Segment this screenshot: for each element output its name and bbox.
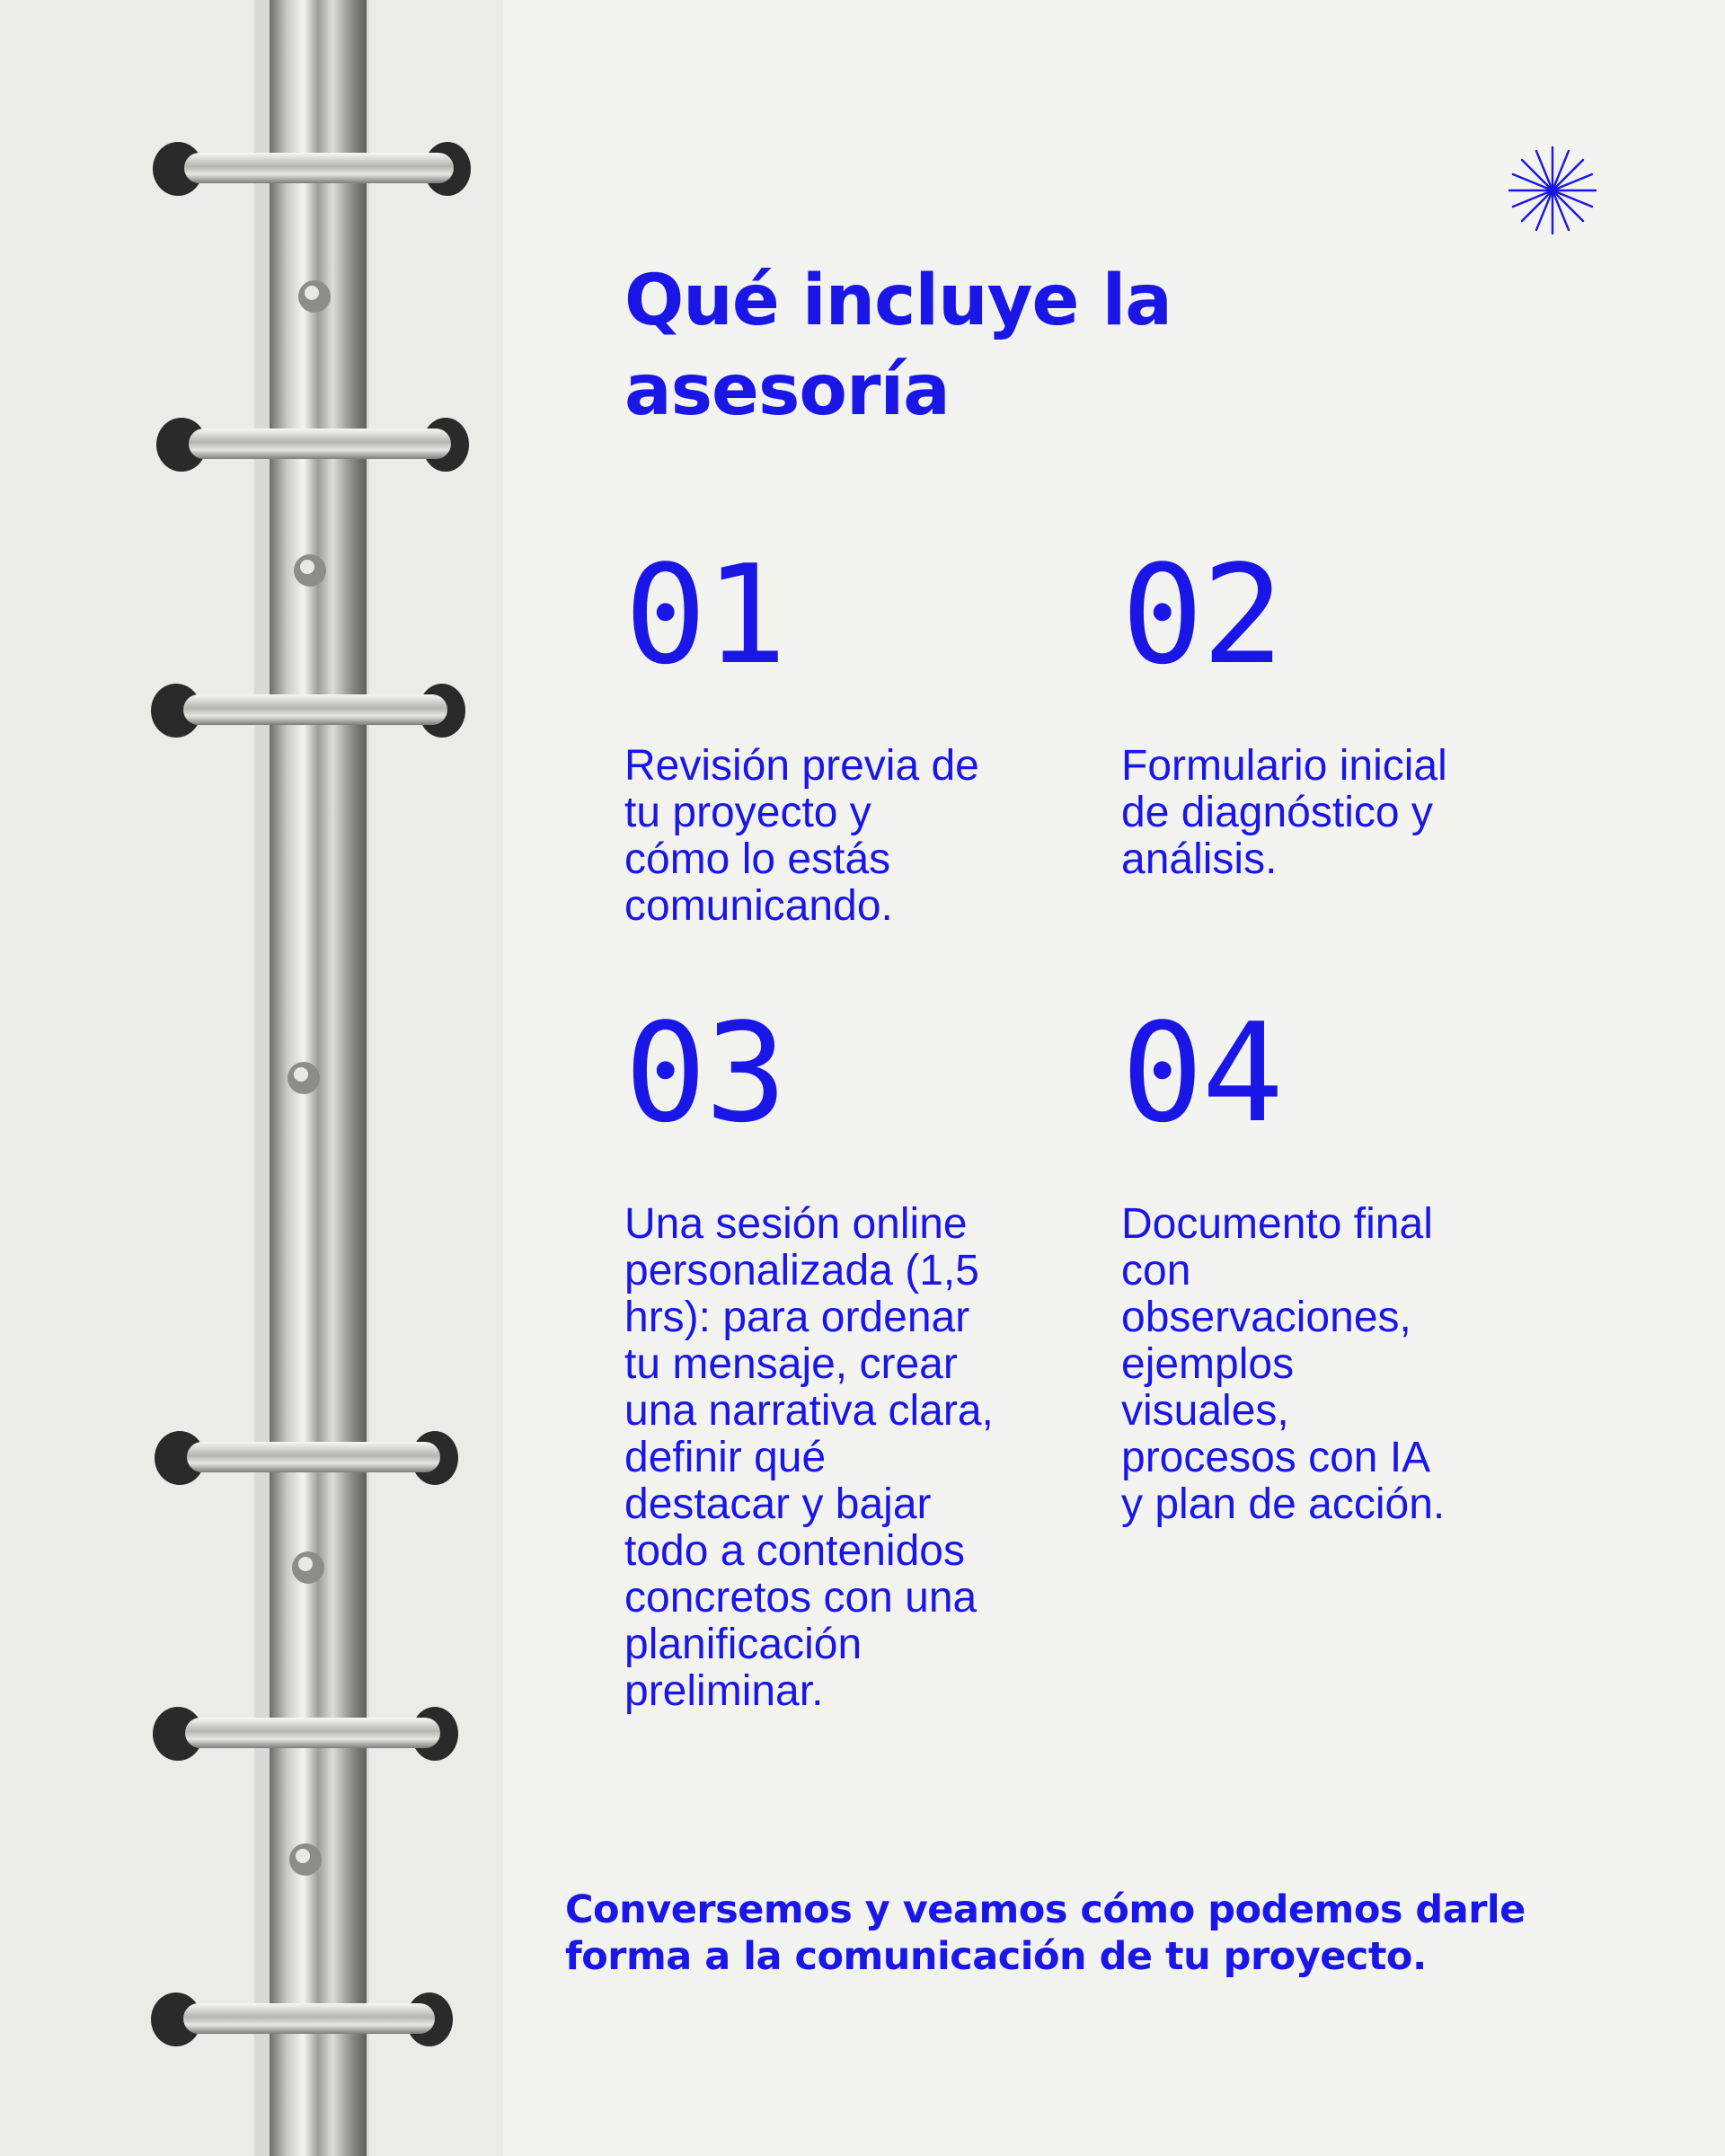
- starburst-icon: [1506, 144, 1599, 237]
- feature-item-04: [1121, 994, 1552, 1528]
- feature-number: 04: [1121, 994, 1283, 1153]
- page-title: Qué incluye la asesoría: [624, 261, 1172, 431]
- feature-description: Revisión previa de tu proyecto y cómo lo estás comunicando.: [624, 742, 979, 930]
- feature-number: 03: [624, 994, 786, 1153]
- feature-item-02: [1121, 535, 1552, 883]
- feature-description: Una sesión online personalizada (1,5 hrs): para ordenar tu mensaje, crear una narrativa clara, definir qué destacar y bajar todo a contenidos concretos con una planificación preliminar.: [624, 1200, 994, 1715]
- call-to-action-text: Conversemos y veamos cómo podemos darle forma a la comunicación de tu proyecto.: [565, 1887, 1526, 1979]
- feature-description: Formulario inicial de diagnóstico y análisis.: [1121, 742, 1447, 883]
- feature-description: Documento final con observaciones, ejemplos visuales, procesos con IA y plan de acción.: [1121, 1200, 1446, 1528]
- feature-item-03: [624, 994, 1056, 1715]
- feature-item-01: [624, 535, 1056, 930]
- ring-binder-image: [0, 0, 503, 2156]
- feature-number: 02: [1121, 535, 1283, 694]
- feature-number: 01: [624, 535, 786, 694]
